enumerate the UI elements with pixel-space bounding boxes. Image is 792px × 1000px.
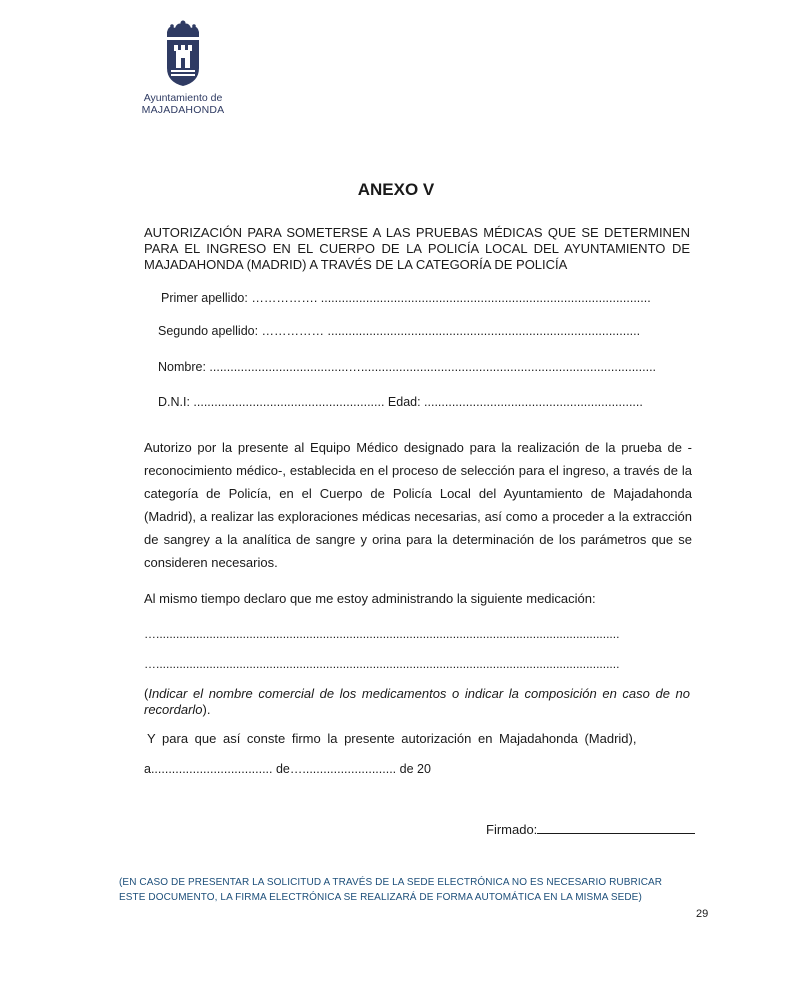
page-number: 29 (696, 908, 709, 920)
dni-edad-field[interactable]: D.N.I: ....................................................... Edad: ............................................................... (158, 395, 643, 409)
medication-line-1[interactable]: …........................................................................................................................................... (144, 627, 620, 641)
authorization-heading-text: AUTORIZACIÓN PARA SOMETERSE A LAS PRUEBAS MÉDICAS QUE SE DETERMINEN PARA EL INGRESO EN EL CUERPO DE LA POLICÍA LOCAL DEL AYUNTAMIENTO DE MAJADAHONDA (MADRID) A TRAVÉS DE LA CATEGORÍA DE POLICÍA (144, 225, 690, 272)
footer-note-line-2: ESTE DOCUMENTO, LA FIRMA ELECTRÓNICA SE REALIZARÁ DE FORMA AUTOMÁTICA EN LA MISMA SEDE) (119, 892, 642, 903)
authorization-heading (144, 225, 690, 273)
date-line[interactable]: a................................... de…........................... de 20 (144, 762, 431, 776)
majadahonda-logo (138, 20, 228, 115)
medication-line-2[interactable]: …........................................................................................................................................... (144, 657, 620, 671)
coat-of-arms-icon (163, 20, 203, 88)
segundo-apellido-field[interactable]: Segundo apellido: …………… .......................................................................................... (158, 324, 641, 338)
signature-line[interactable] (537, 821, 695, 834)
medication-intro: Al mismo tiempo declaro que me estoy administrando la siguiente medicación: (144, 591, 596, 606)
signature-statement: Y para que así conste firmo la presente autorización en Majadahonda (Madrid), (147, 731, 637, 746)
document-title: ANEXO V (357, 180, 435, 199)
note-italic-text: Indicar el nombre comercial de los medicamentos o indicar la composición en caso de no recordarlo (144, 686, 690, 717)
logo-text-majadahonda: MAJADAHONDA (141, 104, 225, 116)
nombre-field[interactable]: Nombre: ........................................…..................................................................................... (158, 360, 657, 374)
note-close: ). (202, 702, 211, 717)
authorization-paragraph (144, 436, 692, 574)
logo-text-ayuntamiento: Ayuntamiento de (143, 92, 223, 104)
signed-label: Firmado: (486, 822, 538, 837)
authorization-paragraph-text: Autorizo por la presente al Equipo Médico designado para la realización de la prueba de -reconocimiento médico-, establecida en el proceso de selección para el ingreso, a través de la categoría de Policía, en el Cuerpo de Policía Local del Ayuntamiento de Majadahonda (Madrid), a realizar las exploraciones médicas necesarias, así como a proceder a la extracción de sangrey a la analítica de sangre y orina para la determinación de los parámetros que se consideren necesarios. (144, 440, 692, 570)
medication-note (144, 686, 690, 718)
footer-note-line-1: (EN CASO DE PRESENTAR LA SOLICITUD A TRAVÉS DE LA SEDE ELECTRÓNICA NO ES NECESARIO RUBRICAR (119, 877, 663, 888)
primer-apellido-field[interactable]: Primer apellido: ……………. ............................................................................................... (161, 291, 651, 305)
signature-block (486, 821, 695, 837)
note-open: ( (144, 686, 149, 701)
